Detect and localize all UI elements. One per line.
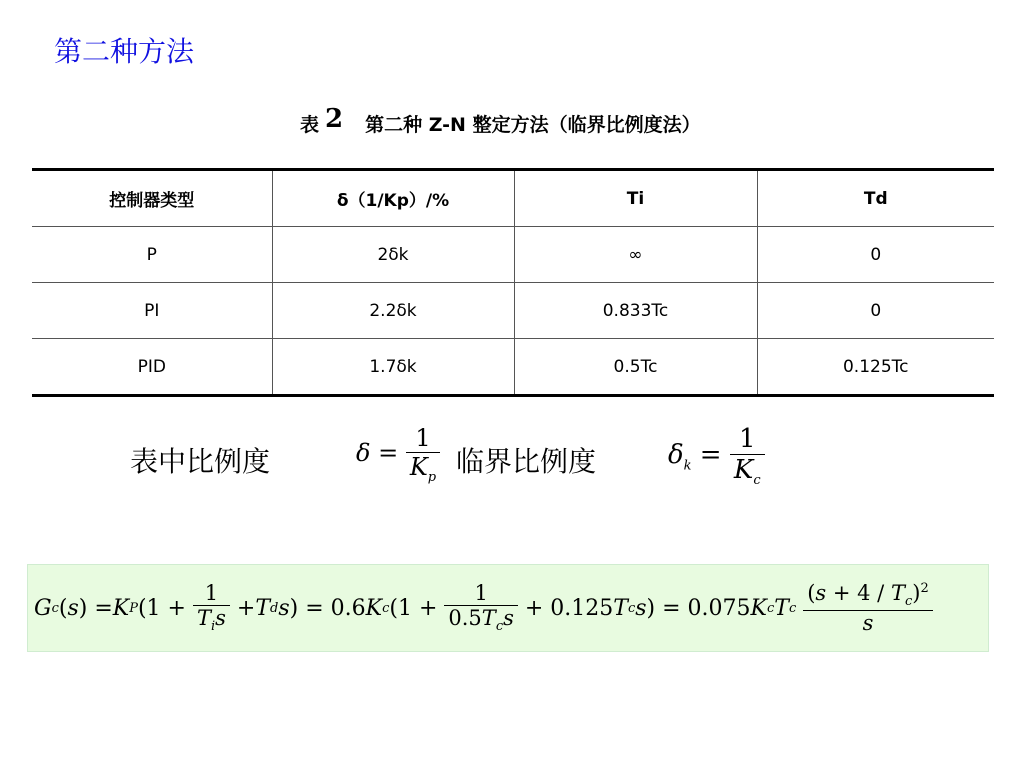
cell-delta: 2δk	[272, 227, 514, 283]
cell-td: 0	[757, 283, 994, 339]
header-controller-type: 控制器类型	[32, 170, 272, 227]
pid-transfer-function: G c ( s ) = K P (1 + $\frac{1}{T_is}$ + T d s ) = 0.6 K c (1 + $\frac{1}{0.5T_cs}$ + 0.125 T c s ) = 0.075 K c T c $\frac{(s + 4 / T_c)^2}{s}$	[27, 564, 989, 652]
cell-type: PI	[32, 283, 272, 339]
delta-formula: δ = $\frac{1}{K_p}$	[356, 424, 440, 485]
cell-ti: ∞	[514, 227, 757, 283]
table-caption	[300, 104, 701, 138]
cell-td: 0	[757, 227, 994, 283]
critical-band-label: 临界比例度	[456, 445, 597, 478]
cell-ti: 0.5Tc	[514, 339, 757, 396]
table-header-row	[32, 170, 994, 227]
cell-type: P	[32, 227, 272, 283]
header-td: Td	[757, 170, 994, 227]
caption-prefix: 表	[300, 114, 320, 136]
cell-delta: 1.7δk	[272, 339, 514, 396]
cell-type: PID	[32, 339, 272, 396]
table-row	[32, 227, 994, 283]
slide-title: 第二种方法	[54, 35, 195, 68]
zn-tuning-table	[32, 168, 994, 397]
critical-delta-formula: $\delta_k$ = $\frac{1}{K_c}$	[668, 424, 765, 488]
caption-number: 2	[325, 104, 344, 134]
table-row	[32, 339, 994, 396]
caption-text: 第二种 Z-N 整定方法（临界比例度法）	[365, 114, 701, 136]
table-row	[32, 283, 994, 339]
proportional-band-label: 表中比例度	[130, 445, 271, 478]
cell-delta: 2.2δk	[272, 283, 514, 339]
cell-td: 0.125Tc	[757, 339, 994, 396]
header-delta: δ（1/Kp）/%	[272, 170, 514, 227]
cell-ti: 0.833Tc	[514, 283, 757, 339]
header-ti: Ti	[514, 170, 757, 227]
